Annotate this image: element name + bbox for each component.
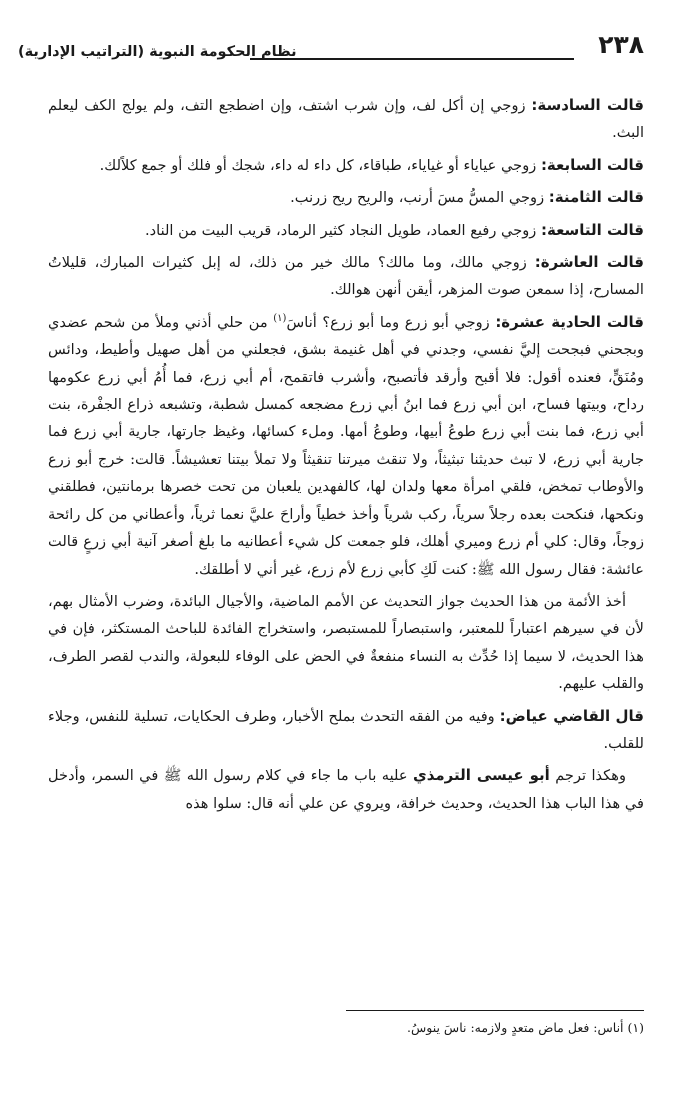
running-title: نظام الحكومة النبوية (التراتيب الإدارية) — [18, 44, 297, 60]
paragraph-eighth — [48, 184, 644, 211]
footnote-rule — [346, 1010, 644, 1011]
page-header — [18, 30, 644, 70]
footnote-marker: (١) — [273, 312, 287, 324]
paragraph-tirmidhi — [48, 762, 644, 817]
paragraph-text: من حلي أذني وملأ من شحم عضدي وبجحني فبجحت إليَّ نفسي، وجدني في أهل غنيمة بشق، فجعلني من أهل صهيل وأطيط، ودائس ومُنَقٍّ، فعنده أقول: فلا أقبح وأرقد فأتصبح، وأشرب فاتقمح، أم أبي زرع، فما أُمُ أبي زرع عكومها رداح، وبيتها فساح، ابن أبي زرع فما ابنُ أبي زرع مضجعه كمسل شطبة، وتشبعه ذراع الجفْرة، بنت أبي زرع، فما بنت أبي زرع طوعُ أبيها، وطوعُ أمها. وملء كسائها، وغيظ جارتها، جارية أبي زرع فما جارية أبي زرع، لا تبث حديثنا تبثيثاً، ولا تنقث ميرتنا تنقيثاً ولا تملأ بيتنا تعشيشاً. قالت: خرج أبو زرع والأوطاب تمخض، فلقي امرأة معها ولدان لها، كالفهدين يلعبان من تحت خصرها برمانتين، فطلقني ونكحها، فنكحت بعده رجلاً سرياً، ركب شرياً وأخذ خطياً وأراحَ عليَّ نعما ثرياً، وأعطاني من كل رائحة زوجاً، وقال: كلي أم زرع وميري أهلك، فلو جمعت كل شيء أعطانيه ما بلغ أصغر آنية أبي زرعٍ قالت عائشة: فقال رسول الله ﷺ: كنت لَكِ كأبي زرع لأم زرع، غير أني لا أطلقك. — [48, 313, 644, 578]
speaker-label: قال القاضي عياض: — [499, 706, 644, 725]
paragraph-text: وهكذا ترجم — [549, 767, 626, 785]
paragraph-sixth — [48, 92, 644, 147]
speaker-label: قالت السابعة: — [540, 155, 644, 174]
paragraph-seventh — [48, 152, 644, 179]
paragraph-ninth — [48, 217, 644, 244]
paragraph-text: عليه باب ما جاء في كلام رسول الله ﷺ في السمر، وأدخل في هذا الباب هذا الحديث، وحديث خرافة، ويروي عن علي أنه قال: سلوا هذه — [48, 767, 644, 812]
page-body — [48, 92, 644, 822]
speaker-label: قالت الحادية عشرة: — [495, 312, 644, 331]
paragraph-text: وفيه من الفقه التحدث بملح الأخبار، وطرف الحكايات، تسلية للنفس، وجلاء للقلب. — [48, 707, 644, 752]
speaker-label: قالت السادسة: — [531, 96, 644, 114]
paragraph-qadi-iyad — [48, 703, 644, 758]
paragraph-text: زوجي المسُّ مسَ أرنب، والريح ريح زرنب. — [290, 189, 549, 207]
paragraph-text: زوجي رفيع العماد، طويل النجاد كثير الرماد، قريب البيت من الناد. — [144, 221, 541, 239]
page-number: ٢٣٨ — [598, 30, 644, 59]
header-rule — [250, 58, 574, 60]
footnote: (١) أناس: فعل ماض متعدٍ ولازمه: ناسَ ينوسُ. — [407, 1020, 644, 1035]
paragraph-text: زوجي مالك، وما مالك؟ مالك خير من ذلك، له إبل كثيرات المبارك، قليلاتُ المسارح، إذا سمعن صوت المزهر، أيقن أنهن هوالك. — [48, 254, 644, 299]
paragraph-commentary — [48, 588, 644, 698]
paragraph-text: زوجي عياياء أو غياياء، طباقاء، كل داء له داء، شجك أو فلك أو جمع كلاًلك. — [99, 156, 541, 174]
speaker-label: قالت الثامنة: — [548, 188, 644, 207]
paragraph-tenth — [48, 249, 644, 304]
paragraph-text: أخذ الأئمة من هذا الحديث جواز التحديث عن الأمم الماضية، والأجيال البائدة، وضرب الأمثال بهم، لأن في سيرهم اعتباراً للمعتبر، واستبصاراً للمستبصر، واستخراج الفائدة للباحث المستكثر، فإن في هذا الحديث، لا سيما إذا حُدِّث به النساء منفعةٌ في الحض على الوفاء للبعولة، والندب لقصر الطرف، والقلب عليهم. — [48, 592, 644, 693]
author-name: أبو عيسى الترمذي — [412, 766, 550, 785]
paragraph-eleventh — [48, 309, 644, 583]
paragraph-text: زوجي أبو زرع وما أبو زرع؟ أناسَ — [286, 313, 496, 331]
speaker-label: قالت العاشرة: — [534, 253, 644, 272]
paragraph-text: زوجي إن أكل لف، وإن شرب اشتف، وإن اضطجع التف، ولم يولج الكف ليعلم البث. — [48, 97, 644, 142]
speaker-label: قالت التاسعة: — [540, 220, 644, 239]
